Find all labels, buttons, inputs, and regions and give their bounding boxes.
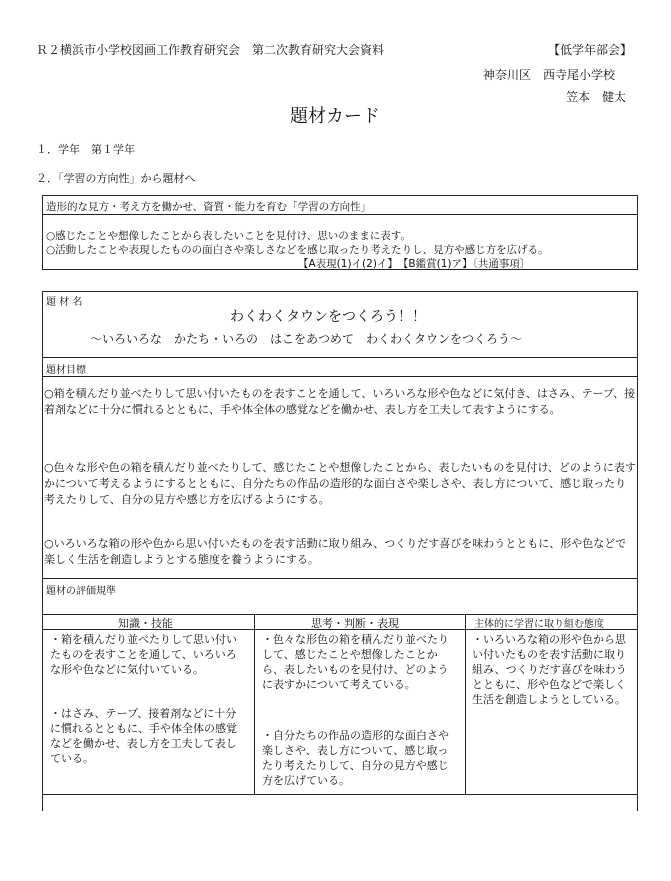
theme-label: 題 材 名 — [46, 297, 83, 308]
criteria-header-knowledge: 知識・技能 — [118, 617, 173, 630]
goal-item-1: ○箱を積んだり並べたりして思い付いたものを表すことを通して、いろいろな形や色などに気付き、はさみ、テープ、接着剤などに十分に慣れるとともに、手や体全体の感覚などを働かせ、表し方を工夫して表すようにする。 — [44, 387, 636, 416]
page-title: 題材カード — [290, 106, 380, 127]
criteria-col-divider-1 — [254, 614, 255, 794]
direction-standards: 【A表現(1)イ(2)イ】 【B鑑賞(1)ア】〔共通事項〕 — [298, 258, 531, 270]
criteria-knowledge-item-2: ・はさみ、テープ、接着剤などに十分に慣れるとともに、手や体全体の感覚などを働かせ、表し方を工夫して表している。 — [50, 707, 237, 765]
section2-heading: ２．「学習の方向性」から題材へ — [36, 172, 196, 185]
goals-label-divider — [42, 376, 638, 377]
division-label: 【低学年部会】 — [548, 43, 633, 57]
criteria-attitude-item-1: ・いろいろな箱の形や色から思い付いたものを表す活動に取り組み、つくりだす喜びを味わうとともに、形や色などで楽しく生活を創造しようとしている。 — [472, 633, 627, 706]
goal-item-2: ○色々な形や色の箱を積んだり並べたりして、感じたことや想像したことから、表したいものを見付け、どのように表すかについて考えるようにするとともに、自分たちの作品の造形的な面白さや楽しさや、表し方について、感じ取ったり考えたりして、自分の見方や感じ方を広げるようにする。 — [44, 461, 636, 506]
direction-heading: 造形的な見方・考え方を働かせ、資質・能力を育む「学習の方向性」 — [46, 201, 372, 213]
criteria-thinking-item-2: ・自分たちの作品の造形的な面白さや楽しさや、表し方について、感じ取ったり考えたりして、自分の見方や感じ方を広げている。 — [262, 729, 449, 787]
criteria-header-thinking: 思考・判断・表現 — [311, 617, 399, 630]
theme-name: わくわくタウンをつくろう！！ — [230, 309, 426, 325]
direction-divider — [42, 214, 638, 215]
criteria-header-attitude: 主体的に学習に取り組む態度 — [474, 619, 604, 630]
criteria-thinking-item-1: ・色々な形色の箱を積んだり並べたりして、感じたことや想像したことから、表したいものを見付け、どのように表すかについて考えている。 — [262, 633, 449, 691]
school-name: 神奈川区 西寺尾小学校 — [483, 68, 616, 82]
goals-divider — [42, 578, 638, 579]
goals-label: 題材目標 — [46, 365, 86, 376]
doc-source: Ｒ２横浜市小学校図画工作教育研究会 第二次教育研究大会資料 — [36, 43, 385, 57]
criteria-table-bottom — [42, 794, 638, 795]
theme-divider — [42, 357, 638, 358]
criteria-knowledge-item-1: ・箱を積んだり並べたりして思い付いたものを表すことを通して、いろいろな形や色などに気付いている。 — [50, 633, 237, 676]
direction-item-2: ○活動したことや表現したものの面白さや楽しさなどを感じ取ったり考えたりし、見方や感じ方を広げる。 — [46, 244, 549, 256]
criteria-label: 題材の評価規準 — [46, 586, 116, 597]
criteria-col-divider-2 — [465, 614, 466, 794]
grade-line: １．学年 第１学年 — [36, 143, 135, 156]
theme-subtitle: ～いろいろな かたち・いろの はこをあつめて わくわくタウンをつくろう～ — [90, 332, 523, 346]
goal-item-3: ○いろいろな箱の形や色から思い付いたものを表す活動に取り組み、つくりだす喜びを味わうとともに、形や色などで楽しく生活を創造しようとする態度を養うようにする。 — [44, 537, 627, 566]
author-name: 笠本 健太 — [566, 90, 627, 104]
direction-item-1: ○感じたことや想像したことから表したいことを見付け、思いのままに表す。 — [46, 230, 411, 242]
